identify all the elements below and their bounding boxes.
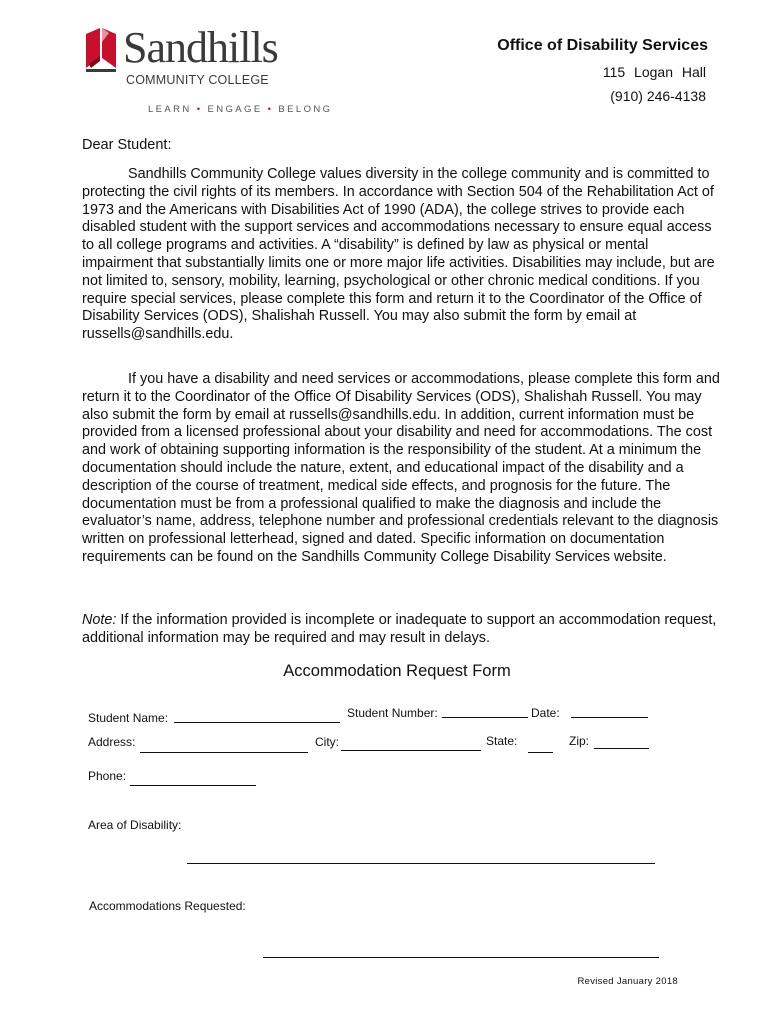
paragraph-documentation: If you have a disability and need services or accommodations, please complete this form and return it to the Coordinator of the Office Of Disability Services (ODS), Shalishah Russell. You may also submit the form by email at russells@sandhills.edu. In addition, current information must be provided from a licensed professional about your disability and need for accommodations. The cost and work of obtaining supporting information is the responsibility of the student. At a minimum the documentation should include the nature, extent, and educational impact of the disability and a description of the course of treatment, medical side effects, and prognosis for the future. The documentation must be from a professional qualified to make the diagnosis and include the evaluator’s name, address, telephone number and professional credentials relevant to the diagnosis written on professional letterhead, signed and dated. Specific information on documentation requirements can be found on the Sandhills Community College Disability Services website. <box>82 371 720 565</box>
state-field[interactable] <box>528 752 553 753</box>
tagline-belong: BELONG <box>278 104 333 115</box>
address-field[interactable] <box>140 752 308 753</box>
revised-date: Revised January 2018 <box>577 976 678 987</box>
logo-wordmark: Sandhills <box>123 23 278 72</box>
student-name-label: Student Name: <box>88 711 169 725</box>
tagline-learn: LEARN <box>148 104 192 115</box>
state-label: State: <box>486 734 518 748</box>
note-label: Note: <box>82 612 117 628</box>
college-logo <box>86 23 333 118</box>
city-label: City: <box>315 735 339 749</box>
note <box>82 612 722 648</box>
flame-shield-icon <box>86 28 122 72</box>
city-field[interactable] <box>341 750 481 751</box>
accommodations-requested-label: Accommodations Requested: <box>89 899 246 913</box>
office-title: Office of Disability Services <box>497 37 708 54</box>
tagline-dot: • <box>196 104 203 115</box>
form-title: Accommodation Request Form <box>283 662 511 680</box>
date-label: Date: <box>531 706 560 720</box>
address-label: Address: <box>88 735 136 749</box>
area-of-disability-label: Area of Disability: <box>88 818 182 832</box>
phone-field[interactable] <box>130 785 256 786</box>
paragraph-intro: Sandhills Community College values diversity in the college community and is committed to protecting the civil rights of its members. In accordance with Section 504 of the Rehabilitation Act of 1973 and the Americans with Disabilities Act of 1990 (ADA), the college strives to provide each disabled student with the support services and accommodations necessary to ensure equal access to all college programs and activities. A “disability” is defined by law as physical or mental impairment that substantially limits one or more major life activities. Disabilities may include, but are not limited to, sensory, mobility, learning, psychological or other chronic medical conditions. If you require special services, please complete this form and return it to the Coordinator of the Office of Disability Services (ODS), Shalishah Russell. You may also submit the form by email at russells@sandhills.edu. <box>82 166 715 343</box>
zip-field[interactable] <box>594 748 649 749</box>
phone-label: Phone: <box>88 769 127 783</box>
logo-tagline <box>148 104 332 115</box>
student-number-field[interactable] <box>442 717 528 718</box>
student-number-label: Student Number: <box>347 706 438 720</box>
tagline-engage: ENGAGE <box>207 104 263 115</box>
office-phone: (910) 246-4138 <box>610 88 706 104</box>
date-field[interactable] <box>571 717 648 718</box>
logo-subtitle: COMMUNITY COLLEGE <box>126 73 269 87</box>
office-address: 115 Logan Hall <box>602 64 706 80</box>
area-of-disability-field[interactable] <box>187 863 655 864</box>
greeting: Dear Student: <box>82 137 172 153</box>
student-name-field[interactable] <box>174 722 340 723</box>
zip-label: Zip: <box>569 734 590 748</box>
note-text: If the information provided is incomplete or inadequate to support an accommodation request, additional information may be required and may result in delays. <box>82 612 717 646</box>
accommodations-requested-field[interactable] <box>263 957 659 958</box>
tagline-dot: • <box>267 104 274 115</box>
